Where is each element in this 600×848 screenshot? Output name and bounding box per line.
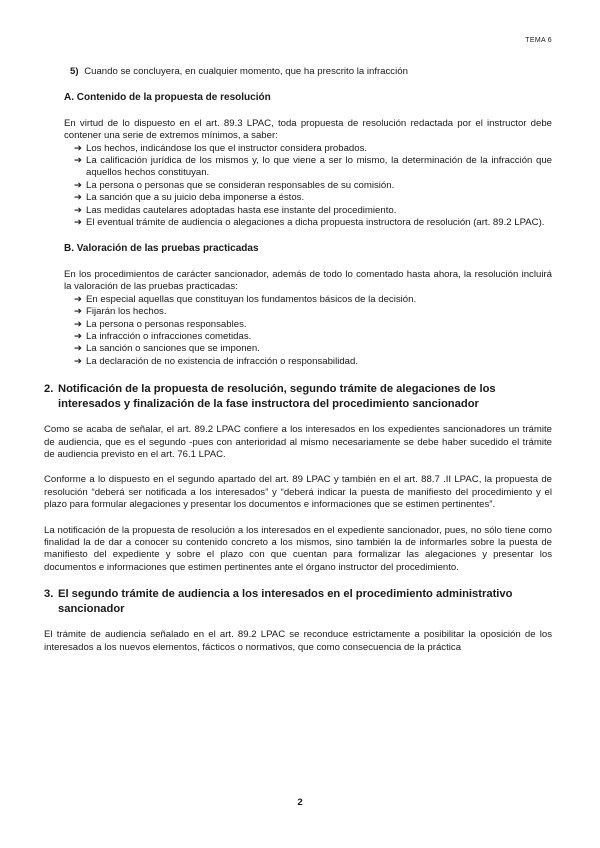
- paragraph: El trámite de audiencia señalado en el art. 89.2 LPAC se reconduce estrictamente a posibilitar la oposición de los interesados a los nuevos elementos, fácticos o normativos, que como consecuencia de la práctica: [44, 629, 552, 653]
- item-text: Cuando se concluyera, en cualquier momento, que ha prescrito la infracción: [84, 66, 408, 77]
- item-number: 5): [70, 66, 79, 77]
- arrow-right-icon: ➔: [74, 355, 83, 367]
- section-3-heading: [44, 587, 552, 617]
- section-number: 3.: [44, 588, 54, 601]
- section-title: Notificación de la propuesta de resolución, segundo trámite de alegaciones de los interesados y finalización de la fase instructora del procedimiento sancionador: [58, 383, 496, 411]
- section-2-heading: [44, 382, 552, 412]
- arrow-right-icon: ➔: [74, 204, 83, 216]
- paragraph: Como se acaba de señalar, el art. 89.2 LPAC confiere a los interesados en los expedientes sancionadores un trámite de audiencia, que es el segundo -pues con anterioridad al mismo necesariamente se debe haber sucedido el trámite de audiencia previsto en el art. 76.1 LPAC.: [44, 424, 552, 460]
- list-item: ➔ Las medidas cautelares adoptadas hasta ese instante del procedimiento.: [74, 204, 397, 216]
- arrow-right-icon: ➔: [74, 343, 83, 355]
- bullet-list-b: [44, 294, 552, 368]
- arrow-right-icon: ➔: [74, 155, 83, 167]
- bullet-list-a: [44, 143, 552, 230]
- arrow-right-icon: ➔: [74, 306, 83, 318]
- arrow-right-icon: ➔: [74, 318, 83, 330]
- list-item: ➔ La persona o personas responsables.: [74, 318, 247, 330]
- document-body: [44, 66, 552, 667]
- arrow-right-icon: ➔: [74, 293, 83, 305]
- arrow-right-icon: ➔: [74, 217, 83, 229]
- list-item: ➔ Los hechos, indicándose los que el instructor considera probados.: [74, 142, 368, 154]
- arrow-right-icon: ➔: [74, 142, 83, 154]
- paragraph: La notificación de la propuesta de resolución a los interesados en el expediente sancionador, pues, no sólo tiene como finalidad la de dar a conocer su contenido concreto a los mismos, sino también la de informarles sobre la puesta de manifiesto del expediente y sobre el plazo con que cuentan para formalizar las alegaciones y presentar los documentos e informaciones que estimen pertinentes ante el órgano instructor del procedimiento.: [44, 524, 552, 573]
- arrow-right-icon: ➔: [74, 330, 83, 342]
- list-item: ➔ La calificación jurídica de los mismos y, lo que viene a ser lo mismo, la determinación de la infracción que aquellos hechos constituyan.: [74, 155, 552, 179]
- arrow-right-icon: ➔: [74, 179, 83, 191]
- list-item: ➔ La infracción o infracciones cometidas.: [74, 330, 252, 342]
- section-title: El segundo trámite de audiencia a los interesados en el procedimiento administrativo sancionador: [58, 588, 513, 616]
- section-number: 2.: [44, 383, 54, 396]
- list-item: ➔ La persona o personas que se consideran responsables de su comisión.: [74, 179, 395, 191]
- paragraph-a-intro: En virtud de lo dispuesto en el art. 89.3 LPAC, toda propuesta de resolución redactada por el instructor debe contener una serie de extremos mínimos, a saber:: [64, 117, 552, 142]
- header-tema: TEMA 6: [525, 37, 552, 44]
- list-item: ➔ Fijarán los hechos.: [74, 306, 167, 318]
- list-item: ➔ En especial aquellas que constituyan los fundamentos básicos de la decisión.: [74, 293, 417, 305]
- list-item: ➔ El eventual trámite de audiencia o alegaciones a dicha propuesta instructora de resolución (art. 89.2 LPAC).: [74, 217, 545, 229]
- page-number: 2: [297, 797, 303, 808]
- list-item: ➔ La sanción que a su juicio deba imponerse a éstos.: [74, 192, 305, 204]
- list-item-5: [44, 66, 552, 78]
- subheading-a: A. Contenido de la propuesta de resolución: [64, 92, 271, 104]
- list-item: ➔ La sanción o sanciones que se imponen.: [74, 343, 260, 355]
- paragraph-b-intro: En los procedimientos de carácter sancionador, además de todo lo comentado hasta ahora, la resolución incluirá la valoración de las pruebas practicadas:: [64, 268, 552, 293]
- subheading-b: B. Valoración de las pruebas practicadas: [64, 243, 259, 255]
- list-item: ➔ La declaración de no existencia de infracción o responsabilidad.: [74, 355, 358, 367]
- arrow-right-icon: ➔: [74, 192, 83, 204]
- paragraph: Conforme a lo dispuesto en el segundo apartado del art. 89 LPAC y también en el art. 88.7 .II LPAC, la propuesta de resolución “deberá ser notificada a los interesados” y “deberá indicar la puesta de manifiesto del procedimiento y el plazo para formular alegaciones y presentar los documentos e informaciones que se estimen pertinentes”.: [44, 474, 552, 511]
